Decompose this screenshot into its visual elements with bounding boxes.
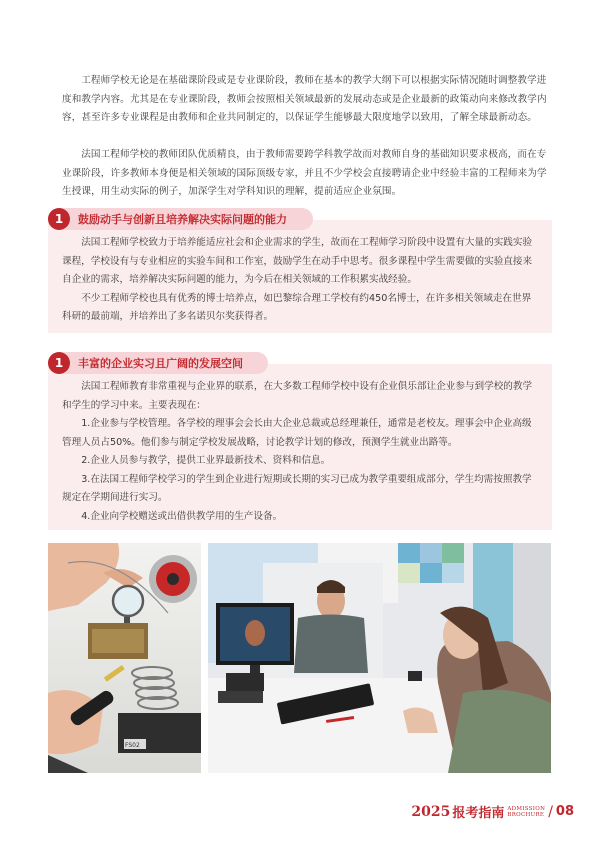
section-1-number: 1 [48, 208, 70, 230]
intro-paragraph-2: 法国工程师学校的教师团队优质精良，由于教师需要跨学科教学故而对教师自身的基础知识要求极高，而在专业课阶段，许多教师本身便是相关领域的国际顶级专家，并且不少学校会直接聘请企业中经验丰富的工程师来为学生授课，用生动实际的例子，加深学生对学科知识的理解，提前适应企业氛围。 [62, 149, 547, 197]
footer-slash: / [548, 803, 553, 820]
intro-paragraph-1: 工程师学校无论是在基础课阶段或是专业课阶段，教师在基本的教学大纲下可以根据实际情况随时调整教学进度和教学内容。尤其是在专业课阶段，教师会按照相关领域最新的发展动态或是企业最新的政策动向来修改教学内容，甚至许多专业课程是由教师和企业共同制定的，以保证学生能够最大限度地学以致用，了解全球最新动态。 [62, 75, 547, 123]
section-2-box [48, 364, 552, 530]
section-1-title: 鼓励动手与创新且培养解决实际问题的能力 [78, 213, 287, 226]
lab-illustration [208, 543, 551, 773]
solder-label: FS02 [125, 742, 140, 749]
section-2-paragraph: 4.企业向学校赠送或出借供教学用的生产设备。 [81, 510, 283, 522]
section-1-box [48, 220, 552, 333]
soldering-photo [48, 543, 201, 773]
footer-year: 2025 [411, 803, 451, 820]
section-1-paragraph: 法国工程师学校致力于培养能适应社会和企业需求的学生，故而在工程师学习阶段中设置有大量的实践实验课程，学校设有与专业相应的实验车间和工作室，鼓励学生在动手中思考。很多课程中学生需要做的实验直接来自企业的需求，培养解决实际问题的能力，为今后在相关领域的工作积累实战经验。 [62, 237, 533, 285]
soldering-illustration [48, 543, 201, 773]
footer-title-cn: 报考指南 [452, 806, 505, 821]
page-number: 08 [555, 804, 574, 819]
section-2-paragraph: 1.企业参与学校管理。各学校的理事会会长由大企业总裁或总经理兼任，通常是老校友。理事会中企业高级管理人员占50%。他们参与制定学校发展战略，讨论教学计划的修改，预测学生就业出路等。 [62, 418, 532, 448]
section-1-paragraph: 不少工程师学校也具有优秀的博士培养点，如巴黎综合理工学校有约450名博士，在许多相关领域走在世界科研的最前端，并培养出了多名诺贝尔奖获得者。 [62, 292, 532, 322]
section-2-title: 丰富的企业实习且广阔的发展空间 [78, 357, 243, 370]
section-2-paragraph: 法国工程师教育非常重视与企业界的联系，在大多数工程师学校中设有企业俱乐部让企业参与到学校的教学和学生的学习中来。主要表现在： [62, 381, 533, 411]
section-2-paragraph: 3.在法国工程师学校学习的学生到企业进行短期或长期的实习已成为教学重要组成部分，学生均需按照教学规定在学期间进行实习。 [62, 473, 532, 503]
page-footer [411, 802, 574, 821]
footer-title-en-line-1: ADMISSION [507, 805, 546, 812]
section-2-paragraph: 2.企业人员参与教学，提供工业界最新技术、资料和信息。 [81, 455, 331, 466]
lab-photo [208, 543, 551, 773]
footer-title-en [507, 806, 545, 818]
section-2-heading [48, 352, 268, 374]
footer-title-en-line-2: BROCHURE [507, 811, 545, 818]
section-1-heading [48, 208, 313, 230]
section-2-number: 1 [48, 352, 70, 374]
